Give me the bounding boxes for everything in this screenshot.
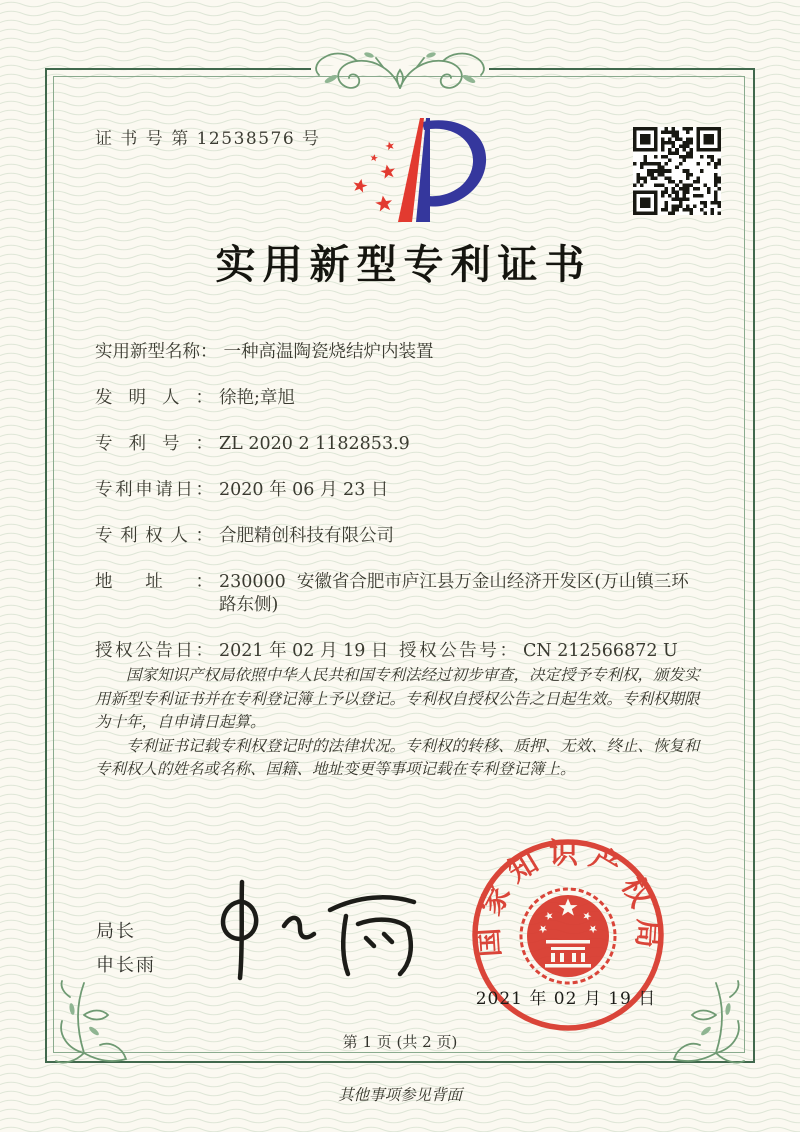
field-value: 合肥精创科技有限公司 xyxy=(219,526,394,546)
certificate-fields xyxy=(95,341,703,663)
grant-date-value: 2021 年 02 月 19 日 xyxy=(219,641,389,661)
certificate-title: 实用新型专利证书 xyxy=(215,241,592,288)
seal-date: 2021 年 02 月 19 日 xyxy=(475,989,657,1009)
field-value: 一种高温陶瓷烧结炉内装置 xyxy=(223,342,434,362)
field-row-grant xyxy=(95,640,703,663)
page-number: 第 1 页 (共 2 页) xyxy=(342,1033,458,1051)
field-value: 徐艳;章旭 xyxy=(219,388,295,408)
field-row-patent-number xyxy=(95,433,703,456)
field-row-filing-date xyxy=(95,479,703,502)
certificate-number: 证 书 号 第 12538576 号 xyxy=(95,129,321,149)
legal-paragraph-2: 专利证书记载专利权登记时的法律状况。专利权的转移、质押、无效、终止、恢复和专利权人的姓名或名称、国籍、地址变更等事项记载在专利登记簿上。 xyxy=(95,736,700,778)
field-value: 230000 安徽省合肥市庐江县万金山经济开发区(万山镇三环路东侧) xyxy=(219,572,689,615)
field-row-patentee xyxy=(95,525,703,548)
director-name: 申长雨 xyxy=(96,955,156,976)
legal-text-block xyxy=(95,664,709,782)
field-label: 专利申请日： xyxy=(95,480,213,500)
grant-number-label: 授权公告号： xyxy=(399,641,517,661)
field-label: 地址： xyxy=(95,572,213,592)
field-row-title xyxy=(95,341,703,364)
field-label: 实用新型名称： xyxy=(95,342,218,362)
bottom-left-flourish-ornament xyxy=(50,975,150,1075)
director-signature xyxy=(208,876,423,984)
grant-number-value: CN 212566872 U xyxy=(523,641,678,661)
field-label: 专利号： xyxy=(95,434,213,454)
field-value: ZL 2020 2 1182853.9 xyxy=(219,434,410,454)
seal-ring-text: 国家知识产权局 xyxy=(470,836,667,959)
field-row-inventor xyxy=(95,387,703,410)
field-label: 专利权人： xyxy=(95,526,213,546)
field-row-address xyxy=(95,571,703,617)
grant-date-label: 授权公告日： xyxy=(95,641,213,661)
field-label: 发明人： xyxy=(95,388,213,408)
back-side-note: 其他事项参见背面 xyxy=(337,1086,462,1104)
legal-paragraph-1: 国家知识产权局依照中华人民共和国专利法经过初步审查，决定授予专利权，颁发实用新型专利证书并在专利登记簿上予以登记。专利权自授权公告之日起生效。专利权期限为十年，自申请日起算。 xyxy=(95,666,700,731)
field-value: 2020 年 06 月 23 日 xyxy=(219,480,389,500)
cnipa-patent-logo-icon xyxy=(338,110,498,228)
top-flourish-ornament xyxy=(297,46,503,98)
director-title: 局长 xyxy=(96,921,136,942)
qr-code xyxy=(633,127,721,215)
